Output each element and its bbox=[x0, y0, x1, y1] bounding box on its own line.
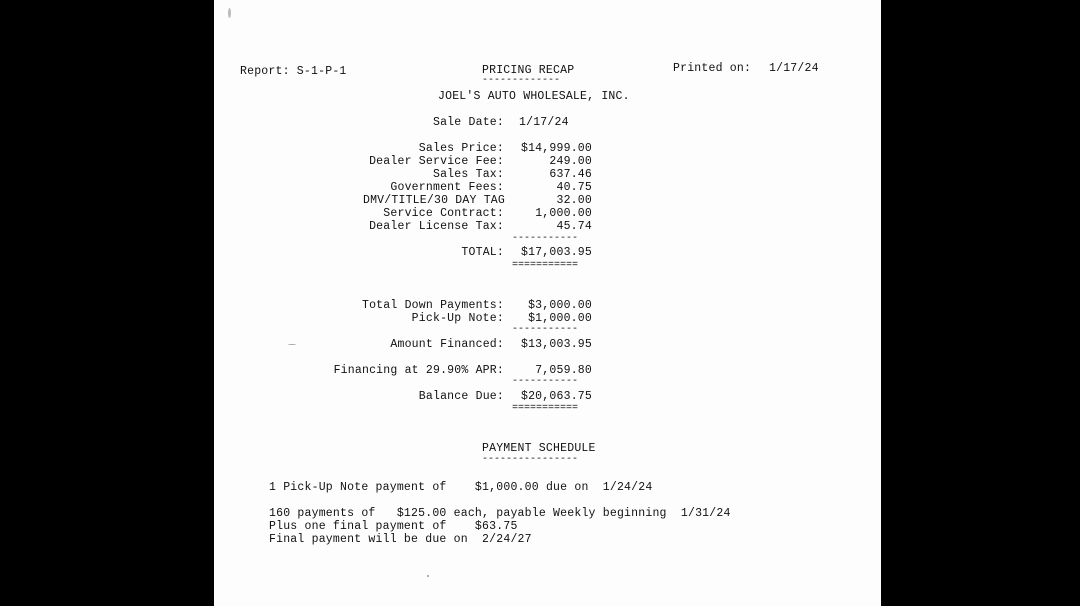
balance-double-rule: =========== bbox=[512, 404, 579, 414]
document-page bbox=[214, 0, 881, 606]
document-title: PRICING RECAP bbox=[482, 64, 575, 77]
line-item-value: 32.00 bbox=[556, 194, 592, 207]
amount-financed-value: $13,003.95 bbox=[520, 338, 592, 351]
apr-label: Financing at 29.90% APR: bbox=[333, 364, 504, 377]
total-value: $17,003.95 bbox=[520, 246, 592, 259]
schedule-line: 1 Pick-Up Note payment of $1,000.00 due on 1/24/24 bbox=[269, 481, 653, 494]
scan-speck bbox=[228, 8, 231, 18]
schedule-title: PAYMENT SCHEDULE bbox=[482, 442, 596, 455]
scan-speck bbox=[427, 575, 429, 577]
line-item-label: Sales Tax: bbox=[432, 168, 504, 181]
total-double-rule: =========== bbox=[512, 261, 579, 271]
financed-rule: ----------- bbox=[512, 325, 579, 335]
title-underline: ------------- bbox=[482, 76, 561, 86]
apr-value: 7,059.80 bbox=[535, 364, 592, 377]
schedule-line: Plus one final payment of $63.75 bbox=[269, 520, 518, 533]
scan-speck bbox=[288, 344, 296, 345]
balance-rule: ----------- bbox=[512, 377, 579, 387]
pickup-note-value: $1,000.00 bbox=[528, 312, 592, 325]
line-item-label: Sales Price: bbox=[418, 142, 504, 155]
line-item-value: 40.75 bbox=[556, 181, 592, 194]
schedule-line: 160 payments of $125.00 each, payable Weekly beginning 1/31/24 bbox=[269, 507, 731, 520]
down-payments-value: $3,000.00 bbox=[528, 299, 592, 312]
down-payments-label: Total Down Payments: bbox=[361, 299, 504, 312]
line-item-value: 249.00 bbox=[549, 155, 592, 168]
line-item-label: Dealer Service Fee: bbox=[369, 155, 504, 168]
line-item-value: 1,000.00 bbox=[535, 207, 592, 220]
sale-date-value: 1/17/24 bbox=[519, 116, 569, 129]
line-item-value: $14,999.00 bbox=[520, 142, 592, 155]
balance-due-value: $20,063.75 bbox=[520, 390, 592, 403]
total-label: TOTAL: bbox=[461, 246, 504, 259]
subtotal-rule: ----------- bbox=[512, 234, 579, 244]
printed-on-label: Printed on: bbox=[673, 62, 752, 75]
pickup-note-label: Pick-Up Note: bbox=[411, 312, 504, 325]
balance-due-label: Balance Due: bbox=[418, 390, 504, 403]
schedule-line: Final payment will be due on 2/24/27 bbox=[269, 533, 532, 546]
sale-date-label: Sale Date: bbox=[432, 116, 504, 129]
line-item-value: 637.46 bbox=[549, 168, 592, 181]
schedule-title-rule: ---------------- bbox=[482, 455, 579, 465]
amount-financed-label: Amount Financed: bbox=[390, 338, 504, 351]
line-item-label: DMV/TITLE/30 DAY TAG bbox=[362, 194, 505, 207]
line-item-label: Service Contract: bbox=[383, 207, 504, 220]
line-item-label: Dealer License Tax: bbox=[369, 220, 504, 233]
line-item-value: 45.74 bbox=[556, 220, 592, 233]
line-item-label: Government Fees: bbox=[390, 181, 504, 194]
report-id: Report: S-1-P-1 bbox=[240, 65, 347, 78]
printed-on-date: 1/17/24 bbox=[769, 62, 819, 75]
company-name: JOEL'S AUTO WHOLESALE, INC. bbox=[438, 90, 630, 103]
